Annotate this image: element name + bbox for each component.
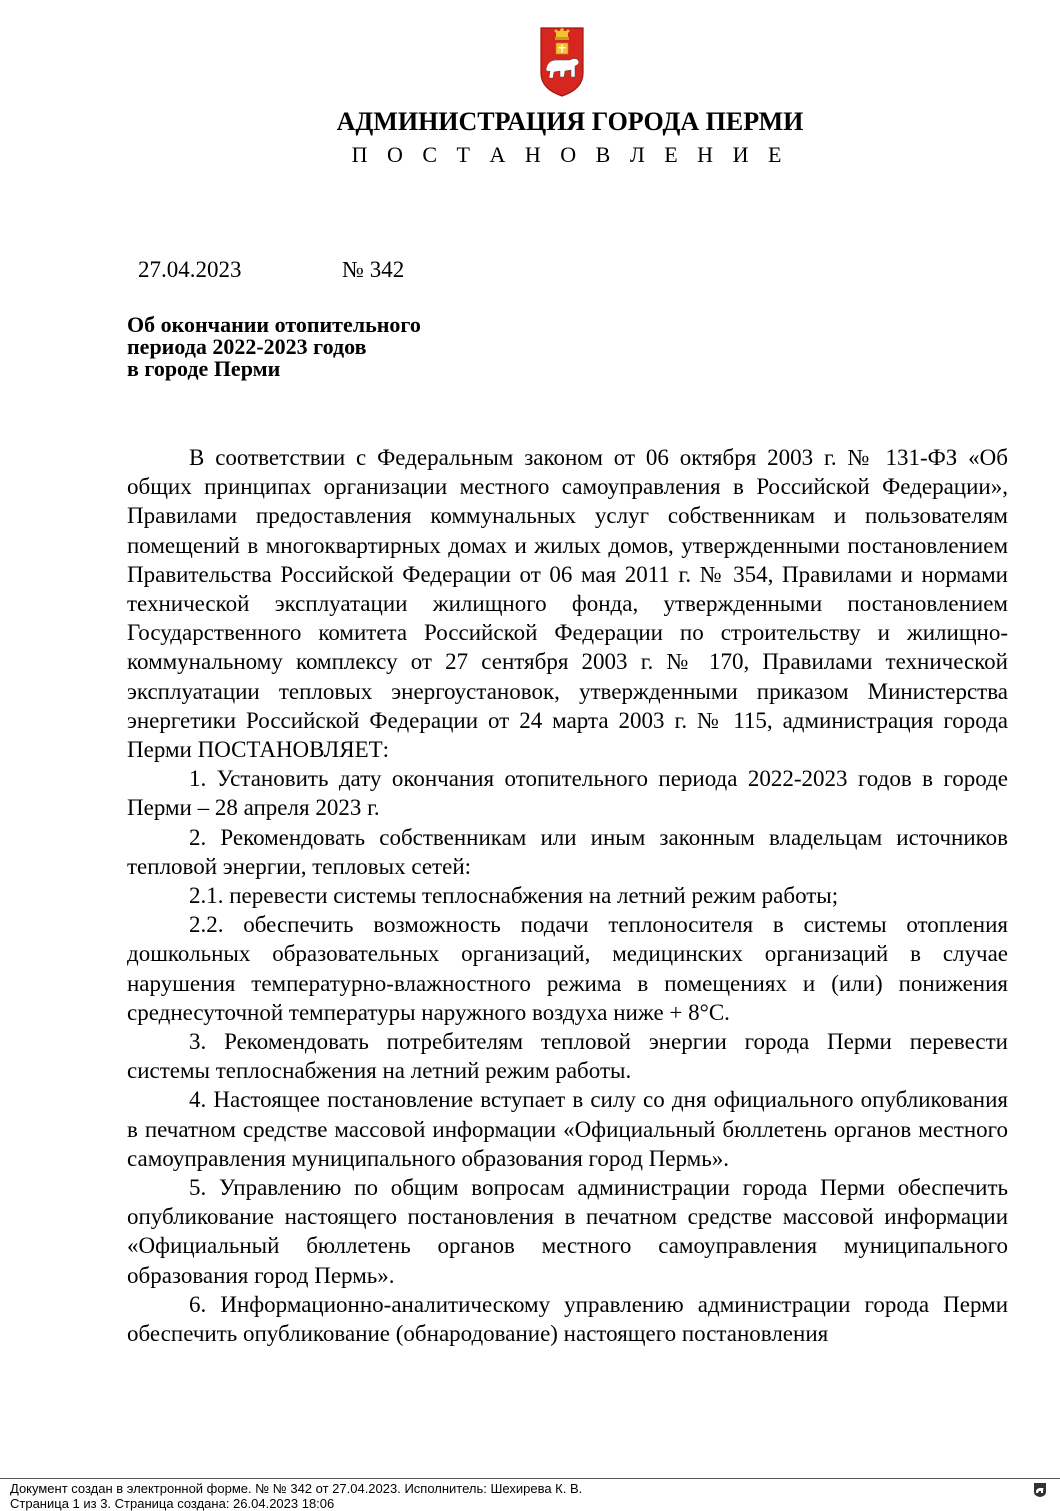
body-paragraph: 1. Установить дату окончания отопительного периода 2022-2023 годов в городе Перми – 28 апреля 2023 г.: [127, 766, 1008, 821]
body-paragraph: 3. Рекомендовать потребителям тепловой энергии города Перми перевести системы теплоснабжения на летний режим работы.: [127, 1029, 1008, 1084]
body-paragraph: 2. Рекомендовать собственникам или иным законным владельцам источников тепловой энергии, тепловых сетей:: [127, 824, 1008, 879]
title-line: Об окончании отопительного: [127, 312, 421, 337]
body-paragraph: 5. Управлению по общим вопросам администрации города Перми обеспечить опубликование настоящего постановления в печатном средстве массовой информации «Официальный бюллетень органов местного самоуправления муниципального образования город Пермь».: [127, 1175, 1008, 1288]
document-number: № 342: [342, 257, 405, 282]
footer-divider: [0, 1478, 1060, 1479]
perm-region-emblem-icon: [1030, 1482, 1050, 1498]
footer-info: [10, 1481, 582, 1511]
document-date: 27.04.2023: [138, 257, 242, 282]
body-paragraph: 6. Информационно-аналитическому управлению администрации города Перми обеспечить опубликование (обнародование) настоящего постановления: [127, 1291, 1008, 1347]
document-title: [127, 314, 421, 380]
footer-line: Документ создан в электронной форме. № № 342 от 27.04.2023. Исполнитель: Шехирева К. В.: [10, 1481, 583, 1496]
body-paragraph: 4. Настоящее постановление вступает в силу со дня официального опубликования в печатном средстве массовой информации «Официальный бюллетень органов местного самоуправления муниципального образования город Пермь».: [127, 1087, 1008, 1171]
document-type: П О С Т А Н О В Л Е Н И Е: [351, 142, 789, 167]
organization-name: АДМИНИСТРАЦИЯ ГОРОДА ПЕРМИ: [336, 107, 804, 136]
document-body: [127, 443, 1008, 1348]
title-line: в городе Перми: [127, 356, 281, 381]
title-line: периода 2022-2023 годов: [127, 334, 367, 359]
body-paragraph: 2.1. перевести системы теплоснабжения на летний режим работы;: [189, 883, 839, 909]
footer-line: Страница 1 из 3. Страница создана: 26.04.2023 18:06: [10, 1496, 335, 1511]
body-paragraph: В соответствии с Федеральным законом от 06 октября 2003 г. № 131-ФЗ «Об общих принципах организации местного самоуправления в Российской Федерации», Правилами предоставления коммунальных услуг собственникам и пользователям помещений в многоквартирных домах и жилых домов, утвержденными постановлением Правительства Российской Федерации от 06 мая 2011 г. № 354, Правилами и нормами технической эксплуатации жилищного фонда, утвержденными постановлением Государственного комитета Российской Федерации по строительству и жилищно-коммунальному комплексу от 27 сентября 2003 г. № 170, Правилами технической эксплуатации тепловых энергоустановок, утвержденными приказом Министерства энергетики Российской Федерации от 24 марта 2003 г. № 115, администрация города Перми ПОСТАНОВЛЯЕТ:: [127, 445, 1008, 763]
body-paragraph: 2.2. обеспечить возможность подачи теплоносителя в системы отопления дошкольных образовательных организаций, медицинских организаций в случае нарушения температурно-влажностного режима в помещениях и (или) понижения среднесуточной температуры наружного воздуха ниже + 8°С.: [127, 912, 1008, 1025]
perm-coat-of-arms-icon: [540, 25, 584, 97]
